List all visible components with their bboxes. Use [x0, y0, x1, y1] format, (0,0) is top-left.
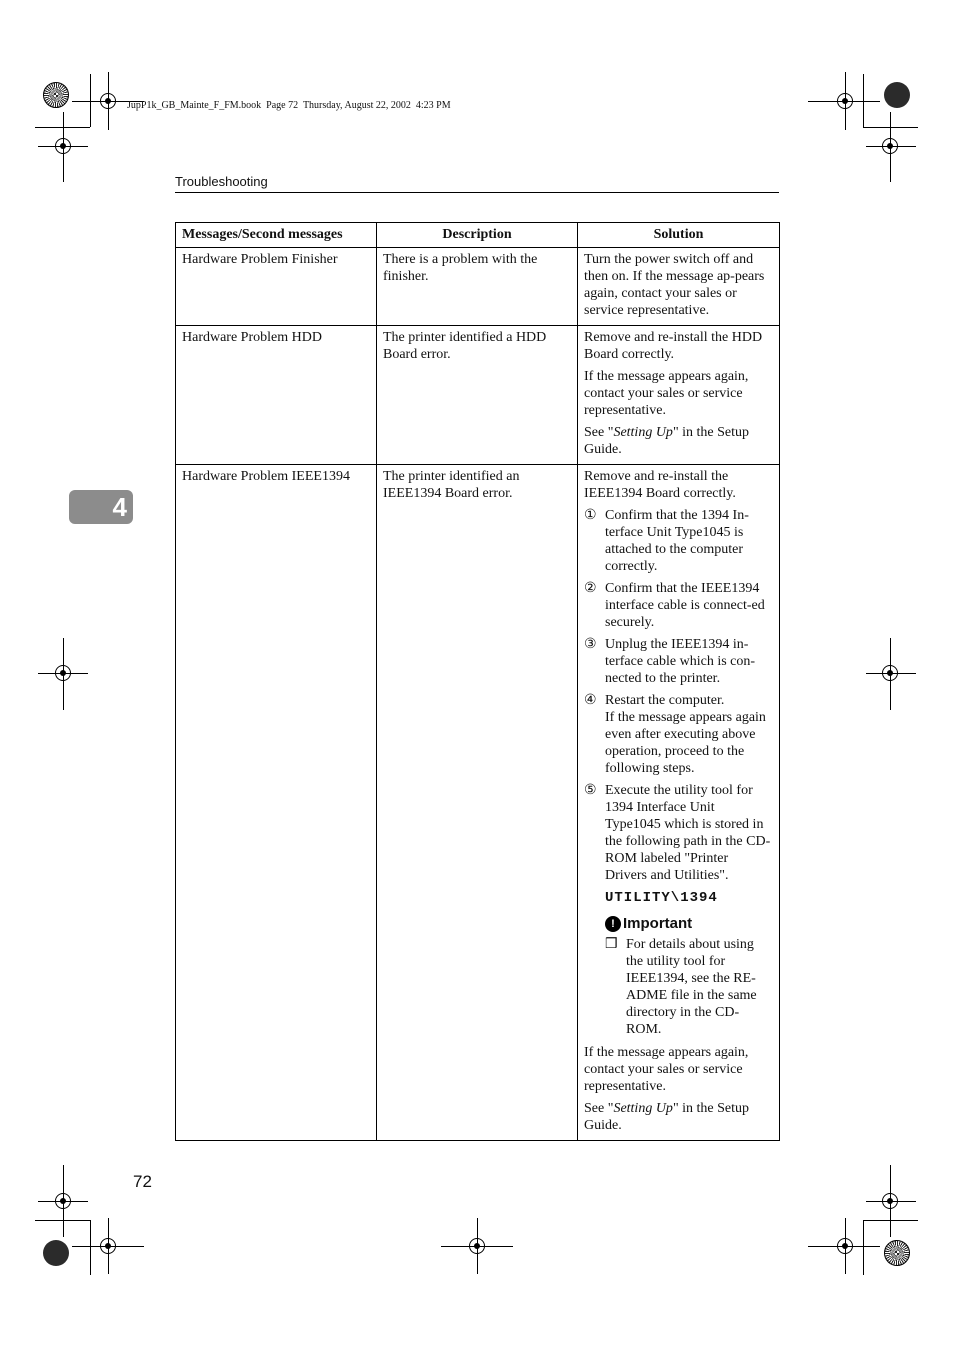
see-reference: See "Setting Up" in the Setup Guide. — [584, 425, 750, 457]
step-text: Restart the computer. — [605, 693, 725, 708]
crop-line — [863, 1220, 864, 1275]
message-cell: Hardware Problem IEEE1394 — [176, 465, 377, 1141]
column-header: Description — [377, 223, 578, 248]
step-item — [584, 507, 773, 575]
step-text: Execute the utility tool for 1394 Interface Unit Type1045 which is stored in the following path in the CD-ROM labeled "Printer Drivers and Utilities". — [605, 783, 771, 883]
solution-cell — [578, 465, 780, 1141]
step-text: Confirm that the IEEE1394 interface cable is connect-ed securely. — [605, 581, 765, 630]
table-row — [176, 326, 780, 465]
table-row — [176, 248, 780, 326]
step-text: Unplug the IEEE1394 in-terface cable which is con-nected to the printer. — [605, 637, 756, 686]
crop-line — [90, 1220, 91, 1275]
see-reference: See "Setting Up" in the Setup Guide. — [584, 1101, 750, 1133]
important-label: Important — [623, 915, 693, 932]
solution-paragraph: Remove and re-install the HDD Board correctly. — [584, 330, 763, 362]
step-subtext: If the message appears again even after executing above operation, proceed to the following steps. — [605, 710, 766, 776]
step-item — [584, 580, 773, 631]
registration-dot-icon — [43, 1240, 69, 1266]
step-number: ④ — [584, 693, 597, 708]
column-header: Solution — [578, 223, 780, 248]
registration-sun-icon — [884, 1240, 910, 1266]
reference-title: Setting Up — [613, 1101, 673, 1116]
section-title: Troubleshooting — [175, 174, 268, 189]
header-rule — [175, 192, 779, 193]
solution-paragraph: If the message appears again, contact your sales or service representative. — [584, 369, 749, 418]
solution-paragraph: Remove and re-install the IEEE1394 Board correctly. — [584, 469, 736, 501]
step-item — [584, 692, 773, 777]
step-item — [584, 636, 773, 687]
step-number: ③ — [584, 637, 597, 652]
description-cell: The printer identified an IEEE1394 Board error. — [377, 465, 578, 1141]
message-cell: Hardware Problem HDD — [176, 326, 377, 465]
solution-paragraph: If the message appears again, contact your sales or service representative. — [584, 1045, 749, 1094]
table-row — [176, 465, 780, 1141]
step-item — [584, 782, 773, 884]
step-number: ② — [584, 581, 597, 596]
important-text: For details about using the utility tool for IEEE1394, see the RE-ADME file in the same directory in the CD-ROM. — [626, 937, 757, 1037]
column-header: Messages/Second messages — [176, 223, 377, 248]
table-header-row — [176, 223, 780, 248]
checkbox-bullet-icon: ❒ — [605, 937, 618, 952]
registration-sun-icon — [43, 82, 69, 108]
solution-cell: Turn the power switch off and then on. If the message ap-pears again, contact your sales or service representative. — [578, 248, 780, 326]
page-number: 72 — [133, 1172, 152, 1191]
step-number: ① — [584, 508, 597, 523]
reference-title: Setting Up — [613, 425, 673, 440]
step-number: ⑤ — [584, 783, 597, 798]
message-cell: Hardware Problem Finisher — [176, 248, 377, 326]
registration-dot-icon — [884, 82, 910, 108]
important-icon: ! — [605, 916, 621, 932]
important-note — [605, 936, 773, 1038]
step-text: Confirm that the 1394 In-terface Unit Type1045 is attached to the computer correctly. — [605, 508, 749, 574]
description-cell: The printer identified a HDD Board error. — [377, 326, 578, 465]
file-header: JupP1k_GB_Mainte_F_FM.book Page 72 Thursday, August 22, 2002 4:23 PM — [127, 100, 451, 111]
error-message-table — [175, 222, 780, 1141]
chapter-tab: 4 — [69, 490, 133, 524]
important-heading — [605, 915, 773, 932]
solution-cell — [578, 326, 780, 465]
description-cell: There is a problem with the finisher. — [377, 248, 578, 326]
utility-path: UTILITY\1394 — [605, 890, 718, 906]
